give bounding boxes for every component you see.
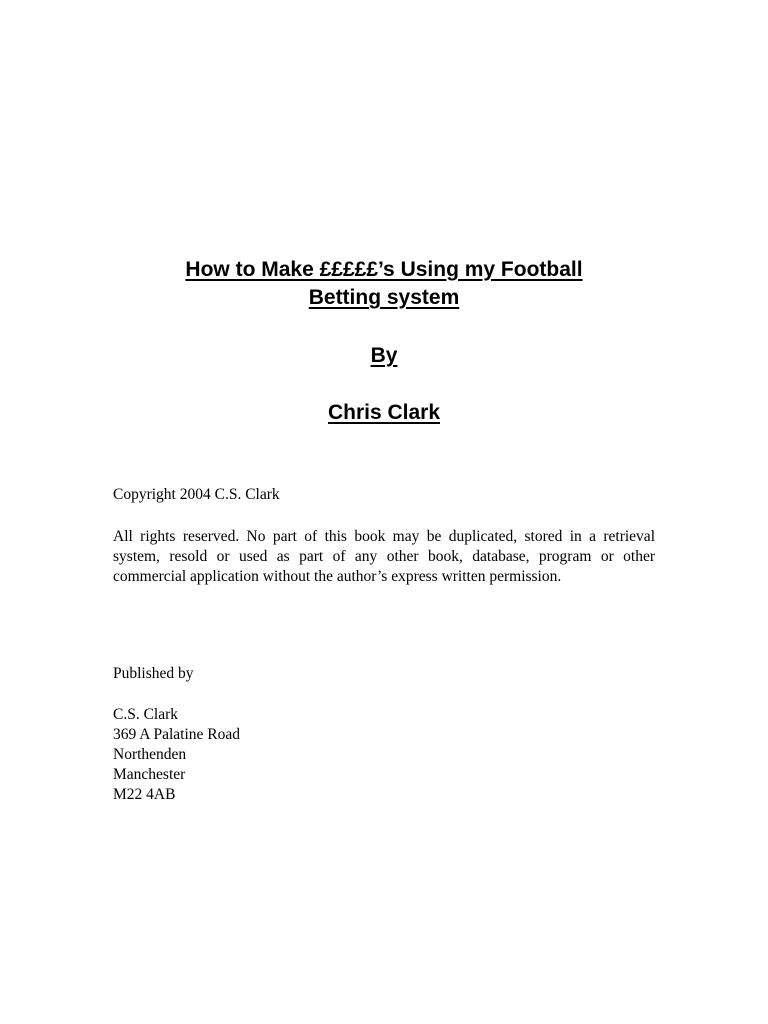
address-street: 369 A Palatine Road <box>113 726 241 743</box>
title-line-2-text: Betting system <box>308 286 460 309</box>
book-title <box>0 256 768 312</box>
publisher-address <box>113 705 240 805</box>
by-heading <box>0 342 768 370</box>
rights-paragraph: All rights reserved. No part of this book may be duplicated, stored in a retrieval system, resold or used as part of any other book, database, program or other commercial application without the author’s express written permission. <box>113 528 655 585</box>
address-district: Northenden <box>113 746 187 763</box>
title-line-1 <box>0 256 768 284</box>
address-name: C.S. Clark <box>113 706 179 723</box>
by-text: By <box>370 344 398 367</box>
author-name: Chris Clark <box>327 401 441 424</box>
address-postcode: M22 4AB <box>113 786 176 803</box>
title-line-1-text: How to Make £££££’s Using my Football <box>185 258 583 281</box>
address-city: Manchester <box>113 766 186 783</box>
title-line-2 <box>0 284 768 312</box>
author-heading <box>0 399 768 427</box>
published-by-label: Published by <box>113 665 194 682</box>
copyright-notice: Copyright 2004 C.S. Clark <box>113 486 280 503</box>
